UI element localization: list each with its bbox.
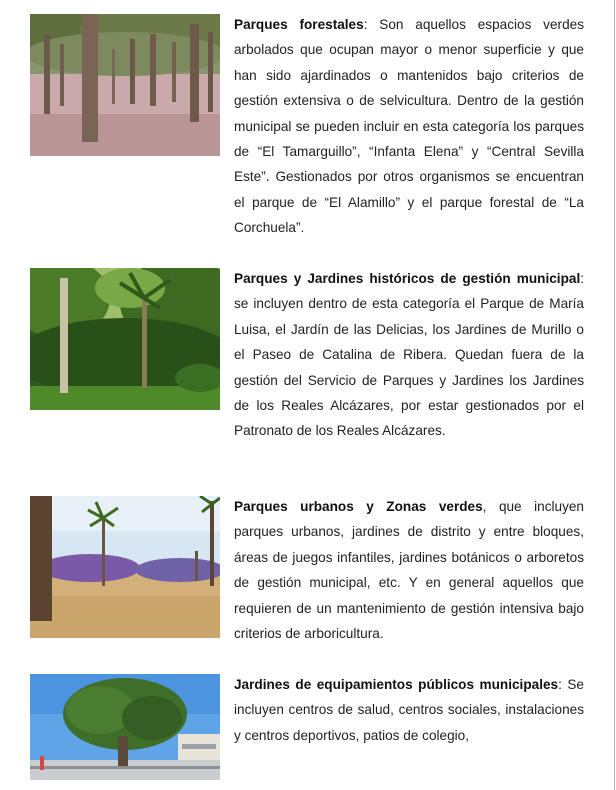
section-body: : Se incluyen centros de salud, centros sociales, instalaciones y centros deportivos, patios de colegio, [234,677,584,743]
page-border [614,0,615,790]
section-text [234,266,584,444]
urban-park-photo [30,496,220,638]
historic-garden-photo [30,268,220,410]
section-text [234,672,584,748]
section-heading: Parques urbanos y Zonas verdes [234,499,483,514]
section-heading: Parques forestales [234,17,364,32]
section-text [234,12,584,241]
public-facility-garden-photo [30,674,220,780]
section-body: : se incluyen dentro de esta categoría el Parque de María Luisa, el Jardín de las Delicias, los Jardines de Murillo o el Paseo de Catalina de Ribera. Quedan fuera de la gestión del Servicio de Parques y Jardines los Jardines de los Reales Alcázares, por estar gestionados por el Patronato de los Reales Alcázares. [234,271,584,439]
section-body: , que incluyen parques urbanos, jardines de distrito y entre bloques, áreas de juegos infantiles, jardines botánicos o arboretos de gestión municipal, etc. Y en general aquellos que requieren de un mantenimiento de gestión intensiva bajo criterios de arboricultura. [234,499,584,642]
section-heading: Jardines de equipamientos públicos municipales [234,677,559,692]
section-body: : Son aquellos espacios verdes arbolados que ocupan mayor o menor superficie y que han sido ajardinados o mantenidos bajo criterios de gestión extensiva o de selvicultura. Dentro de la gestión municipal se pueden incluir en esta categoría los parques de “El Tamarguillo”, “Infanta Elena” y “Central Sevilla Este”. Gestionados por otros organismos se encuentran el parque de “El Alamillo” y el parque forestal de “La Corchuela”. [234,17,584,236]
section-text [234,494,584,646]
forest-park-photo [30,14,220,156]
section-heading: Parques y Jardines históricos de gestión municipal [234,271,581,286]
